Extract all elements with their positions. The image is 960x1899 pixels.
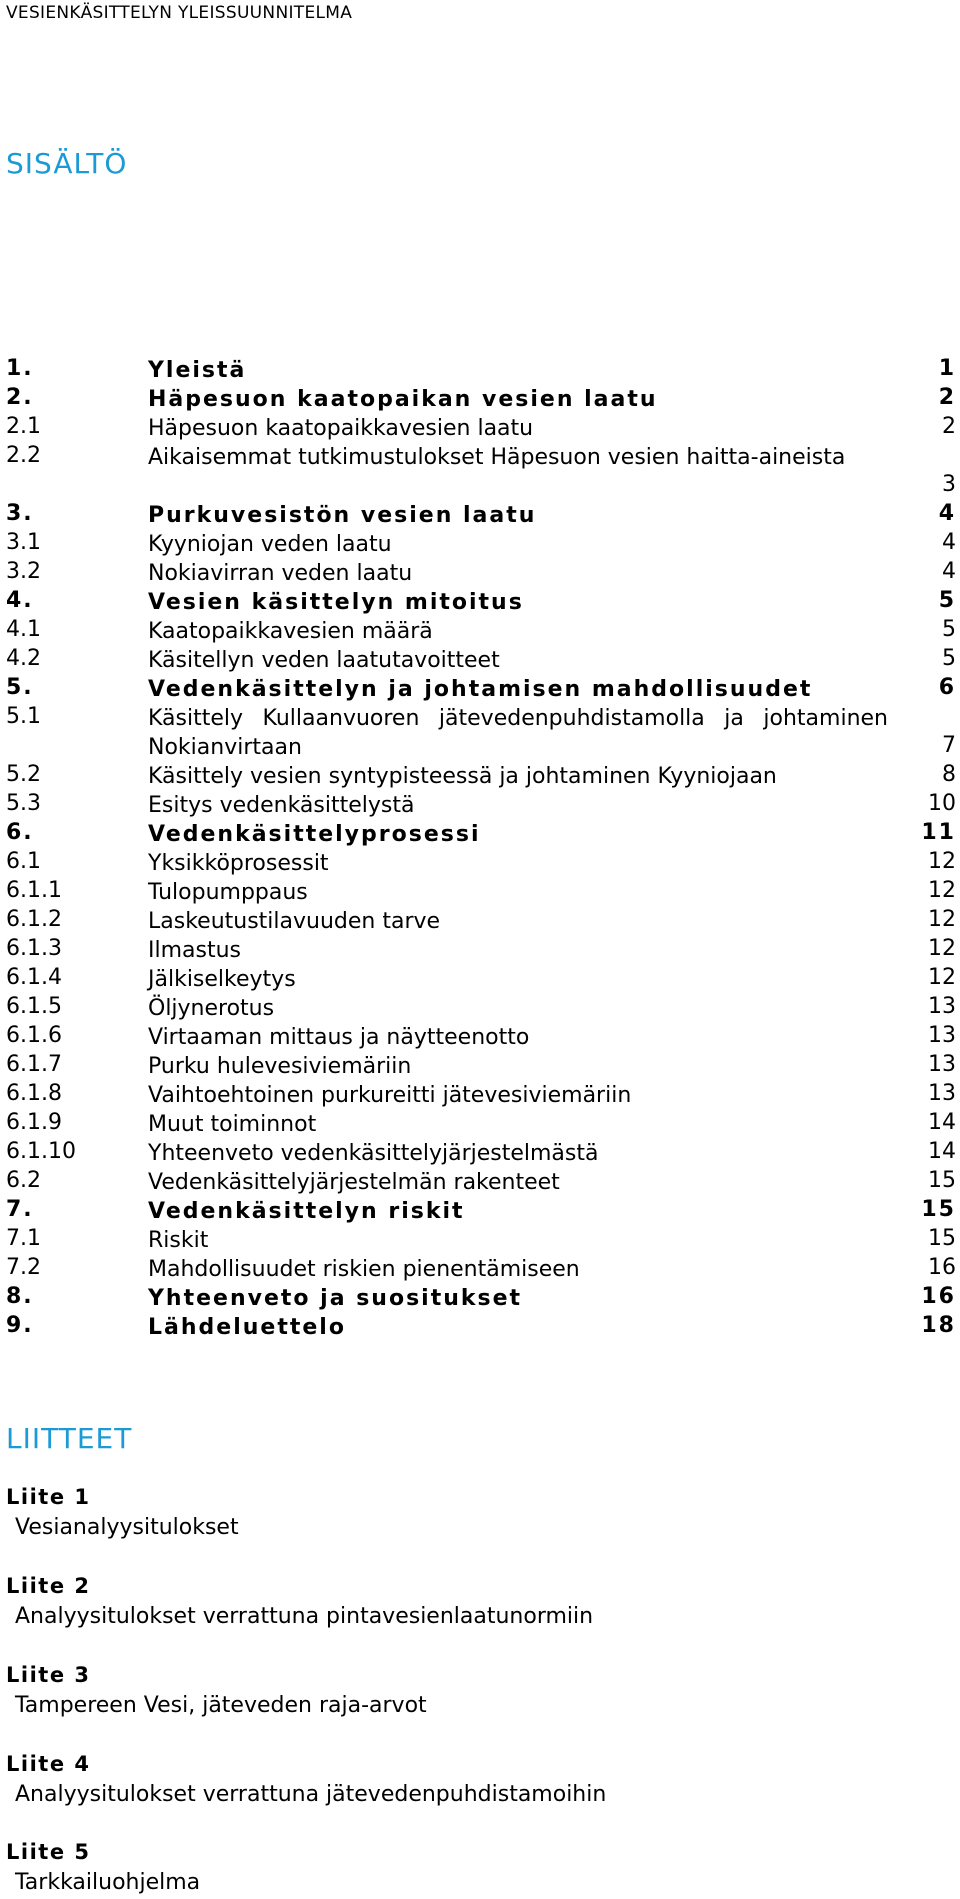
toc-entry-number: 6.1.3 (6, 936, 62, 961)
toc-entry-page: 10 (928, 791, 956, 816)
toc-entry-number: 3.1 (6, 530, 41, 555)
toc-entry-title: Virtaaman mittaus ja näytteenotto (148, 1025, 530, 1050)
toc-entry-page: 1 (938, 356, 956, 381)
toc-entry-number: 7.1 (6, 1226, 41, 1251)
toc-entry-title: Tulopumppaus (148, 880, 308, 905)
toc-entry-number: 6.1.7 (6, 1052, 62, 1077)
toc-entry-title: Mahdollisuudet riskien pienentämiseen (148, 1257, 580, 1282)
toc-entry-page: 8 (942, 762, 956, 787)
appendix-description: Analyysitulokset verrattuna jätevedenpuhdistamoihin (15, 1782, 607, 1807)
toc-entry-title: Yleistä (148, 358, 247, 383)
toc-entry (6, 1108, 956, 1137)
toc-entry (6, 499, 956, 528)
toc-entry-page: 4 (942, 530, 956, 555)
appendix-description: Vesianalyysitulokset (15, 1515, 239, 1540)
toc-entry-title: Purku hulevesiviemäriin (148, 1054, 412, 1079)
toc-entry-number: 6.2 (6, 1168, 41, 1193)
toc-entry-page: 5 (942, 646, 956, 671)
toc-entry (6, 1195, 956, 1224)
toc-entry-page: 2 (938, 385, 956, 410)
toc-entry-title: Häpesuon kaatopaikan vesien laatu (148, 387, 658, 412)
toc-entry (6, 673, 956, 702)
toc-entry (6, 1079, 956, 1108)
toc-entry-title: Vesien käsittelyn mitoitus (148, 590, 524, 615)
toc-entry (6, 1137, 956, 1166)
toc-entry-page: 2 (942, 414, 956, 439)
toc-entry-title: Yksikköprosessit (148, 851, 329, 876)
toc-entry-number: 4. (6, 588, 34, 613)
page-header: VESIENKÄSITTELYN YLEISSUUNNITELMA (6, 3, 353, 23)
toc-entry (6, 702, 956, 760)
toc-entry-page: 6 (938, 675, 956, 700)
toc-entry-title: Käsittely vesien syntypisteessä ja johtaminen Kyyniojaan (148, 764, 777, 789)
appendix-label: Liite 1 (6, 1485, 91, 1509)
toc-entry (6, 1282, 956, 1311)
toc-entry (6, 586, 956, 615)
appendix-label: Liite 5 (6, 1840, 91, 1864)
toc-entry (6, 354, 956, 383)
toc-entry (6, 789, 956, 818)
toc-entry-page: 14 (928, 1139, 956, 1164)
appendix-label: Liite 2 (6, 1574, 91, 1598)
toc-entry-page: 3 (942, 472, 956, 497)
toc-entry (6, 1021, 956, 1050)
toc-entry-number: 6.1.9 (6, 1110, 62, 1135)
toc-entry-number: 4.2 (6, 646, 41, 671)
toc-entry-page: 11 (921, 820, 956, 845)
appendix-description: Tarkkailuohjelma (15, 1870, 201, 1895)
toc-entry-page: 14 (928, 1110, 956, 1135)
toc-entry-number: 2.2 (6, 443, 41, 468)
toc-entry-title: Yhteenveto ja suositukset (148, 1286, 523, 1311)
appendix-item (6, 1663, 427, 1718)
toc-entry-title: Ilmastus (148, 938, 242, 963)
toc-entry-number: 2. (6, 385, 34, 410)
toc-entry-page: 15 (928, 1168, 956, 1193)
toc-entry (6, 818, 956, 847)
toc-entry (6, 963, 956, 992)
toc-entry (6, 383, 956, 412)
toc-entry (6, 1050, 956, 1079)
toc-entry-number: 5. (6, 675, 34, 700)
toc-entry-number: 5.2 (6, 762, 41, 787)
toc-entry-number: 6.1.6 (6, 1023, 62, 1048)
toc-entry (6, 557, 956, 586)
toc-title: SISÄLTÖ (6, 147, 128, 180)
toc-entry (6, 934, 956, 963)
toc-entry-title: Esitys vedenkäsittelystä (148, 793, 415, 818)
toc-entry-title: Vedenkäsittelyn ja johtamisen mahdollisuudet (148, 677, 813, 702)
toc-entry-title: Kyyniojan veden laatu (148, 532, 392, 557)
toc-entry (6, 876, 956, 905)
toc-entry-page: 18 (921, 1313, 956, 1338)
toc-entry-page: 12 (928, 965, 956, 990)
toc-entry (6, 1224, 956, 1253)
appendix-description: Tampereen Vesi, jäteveden raja-arvot (15, 1693, 427, 1718)
toc-entry-title: Kaatopaikkavesien määrä (148, 619, 433, 644)
toc-entry-page: 12 (928, 907, 956, 932)
toc-entry (6, 992, 956, 1021)
toc-entry-page: 15 (928, 1226, 956, 1251)
toc-entry-number: 6.1 (6, 849, 41, 874)
toc-entry-title: Jälkiselkeytys (148, 967, 296, 992)
toc-entry-page: 13 (928, 1081, 956, 1106)
toc-entry (6, 644, 956, 673)
toc-entry-number: 7. (6, 1197, 34, 1222)
toc-entry-page: 13 (928, 1052, 956, 1077)
toc-entry-number: 2.1 (6, 414, 41, 439)
toc-entry (6, 847, 956, 876)
toc-entry-title: Laskeutustilavuuden tarve (148, 909, 441, 934)
toc-entry (6, 615, 956, 644)
toc-entry-title: Vedenkäsittelyjärjestelmän rakenteet (148, 1170, 560, 1195)
toc-entry-title: Vedenkäsittelyprosessi (148, 822, 481, 847)
toc-entry-number: 3.2 (6, 559, 41, 584)
toc-entry (6, 760, 956, 789)
toc-entry-page: 12 (928, 878, 956, 903)
toc-entry (6, 1253, 956, 1282)
toc-entry (6, 441, 956, 499)
toc-entry-number: 4.1 (6, 617, 41, 642)
toc-entry-number: 5.3 (6, 791, 41, 816)
toc-entry-number: 9. (6, 1313, 34, 1338)
toc-entry-title: Käsitellyn veden laatutavoitteet (148, 648, 500, 673)
toc-entry-number: 3. (6, 501, 34, 526)
toc-entry-page: 5 (938, 588, 956, 613)
toc-entry-page: 13 (928, 1023, 956, 1048)
toc-entry-title: Häpesuon kaatopaikkavesien laatu (148, 416, 534, 441)
table-of-contents (6, 354, 956, 1340)
toc-entry-number: 7.2 (6, 1255, 41, 1280)
toc-entry-page: 12 (928, 936, 956, 961)
toc-entry (6, 1166, 956, 1195)
toc-entry-page: 7 (942, 733, 956, 758)
toc-entry-title: Muut toiminnot (148, 1112, 317, 1137)
toc-entry-number: 6.1.4 (6, 965, 62, 990)
toc-entry-page: 4 (942, 559, 956, 584)
toc-entry-title: Riskit (148, 1228, 209, 1253)
toc-entry (6, 1311, 956, 1340)
appendix-label: Liite 3 (6, 1663, 91, 1687)
appendix-description: Analyysitulokset verrattuna pintavesienlaatunormiin (15, 1604, 594, 1629)
toc-entry-title: Käsittely Kullaanvuoren jätevedenpuhdistamolla ja johtaminen Nokianvirtaan (148, 706, 888, 760)
toc-entry-title: Nokiavirran veden laatu (148, 561, 413, 586)
toc-entry-page: 5 (942, 617, 956, 642)
toc-entry-title: Purkuvesistön vesien laatu (148, 503, 537, 528)
appendices-title: LIITTEET (6, 1422, 133, 1455)
toc-entry-number: 6. (6, 820, 34, 845)
toc-entry-page: 12 (928, 849, 956, 874)
toc-entry-title: Vaihtoehtoinen purkureitti jätevesiviemäriin (148, 1083, 632, 1108)
toc-entry-number: 6.1.5 (6, 994, 62, 1019)
toc-entry-page: 15 (921, 1197, 956, 1222)
toc-entry-number: 6.1.1 (6, 878, 62, 903)
toc-entry-title: Aikaisemmat tutkimustulokset Häpesuon vesien haitta-aineista (148, 445, 846, 470)
toc-entry-title: Lähdeluettelo (148, 1315, 346, 1340)
toc-entry-number: 6.1.8 (6, 1081, 62, 1106)
toc-entry-title: Yhteenveto vedenkäsittelyjärjestelmästä (148, 1141, 599, 1166)
toc-entry-number: 6.1.2 (6, 907, 62, 932)
toc-entry (6, 528, 956, 557)
appendix-item (6, 1574, 593, 1629)
appendix-item (6, 1752, 606, 1807)
toc-entry-page: 16 (928, 1255, 956, 1280)
toc-entry-number: 5.1 (6, 704, 41, 729)
appendix-label: Liite 4 (6, 1752, 91, 1776)
toc-entry-number: 8. (6, 1284, 34, 1309)
toc-entry (6, 412, 956, 441)
toc-entry-page: 4 (938, 501, 956, 526)
toc-entry-number: 1. (6, 356, 34, 381)
toc-entry-number: 6.1.10 (6, 1139, 76, 1164)
toc-entry-page: 16 (921, 1284, 956, 1309)
toc-entry-page: 13 (928, 994, 956, 1019)
toc-entry (6, 905, 956, 934)
toc-entry-title: Öljynerotus (148, 996, 275, 1021)
appendix-item (6, 1485, 239, 1540)
toc-entry-title: Vedenkäsittelyn riskit (148, 1199, 465, 1224)
appendix-item (6, 1840, 200, 1895)
